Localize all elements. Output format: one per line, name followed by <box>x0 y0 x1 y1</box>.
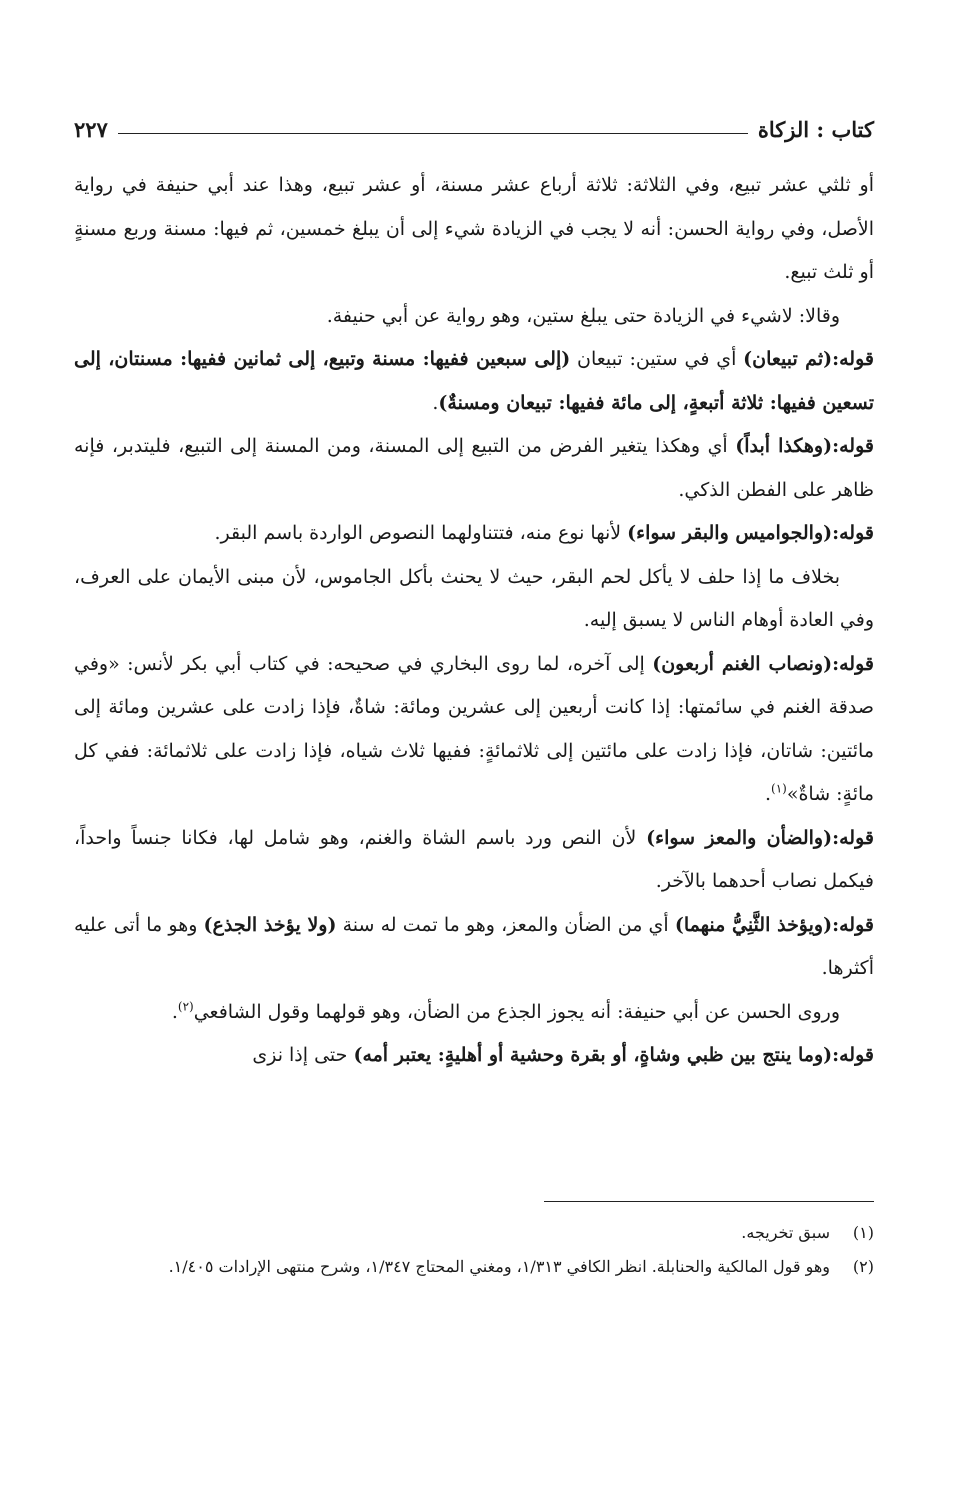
commentary-text: . <box>764 783 771 805</box>
paragraph-4 <box>74 425 874 512</box>
qawl-label: قوله: <box>832 348 874 370</box>
matn-quote: (والجواميس والبقر سواء) <box>627 522 833 544</box>
matn-quote: (وما ينتج بين ظبي وشاةٍ، أو بقرة وحشية أو أهليةٍ: يعتبر أمه) <box>353 1044 833 1066</box>
commentary-text: أي وهكذا يتغير الفرض من التبيع إلى المسنة، ومن المسنة إلى التبيع، فليتدبر، فإنه ظاهر على الفطن الذكي. <box>74 435 874 501</box>
matn-quote: (ويؤخذ الثَّنِيُّ منهما) <box>674 913 833 936</box>
footnote-2 <box>74 1250 874 1284</box>
page-number: ٢٢٧ <box>74 117 108 142</box>
matn-quote: (ولا يؤخذ الجذع) <box>203 913 337 936</box>
commentary-text: أي من الضأن والمعز، وهو ما تمت له سنة <box>336 913 675 936</box>
paragraph-9 <box>74 904 874 991</box>
book-page <box>74 108 874 1276</box>
paragraph-6 <box>74 556 874 643</box>
commentary-text: . <box>432 391 439 414</box>
paragraph-11 <box>74 1034 874 1078</box>
paragraph-2 <box>74 295 874 339</box>
qawl-label: قوله: <box>832 435 874 457</box>
commentary-text: لأنها نوع منه، فتتناولهما النصوص الواردة باسم البقر. <box>214 522 628 544</box>
footnote-number: (١) <box>852 1223 874 1242</box>
paragraph-3 <box>74 338 874 425</box>
footnotes <box>74 1216 874 1284</box>
footnote-ref[interactable]: (١) <box>771 781 787 796</box>
qawl-label: قوله: <box>832 652 874 675</box>
paragraph-text: أو ثلثي عشر تبيع، وفي الثلاثة: ثلاثة أرباع عشر مسنة، أو عشر تبيع، وهذا عند أبي حنيفة في رواية الأصل، وفي رواية الحسن: أنه لا يجب في الزيادة شيء إلى أن يبلغ خمسين، ثم فيها: مسنة وربع مسنةٍ أو ثلث تبيع. <box>74 174 874 283</box>
paragraph-5 <box>74 512 874 556</box>
footnote-text: سبق تخريجه. <box>741 1223 830 1242</box>
commentary-text: أي في ستين: تبيعان <box>570 348 744 370</box>
footnote-separator <box>544 1201 874 1202</box>
paragraph-text: بخلاف ما إذا حلف لا يأكل لحم البقر، حيث لا يحنث بأكل الجاموس، لأن مبنى الأيمان على العرف، وفي العادة أوهام الناس لا يسبق إليه. <box>74 565 874 631</box>
paragraph-text: . <box>171 1000 178 1023</box>
main-text <box>74 164 874 1078</box>
commentary-text: لأن النص ورد باسم الشاة والغنم، وهو شامل لها، فكانا جنساً واحداً، فيكمل نصاب أحدهما بالآخر. <box>74 826 874 892</box>
paragraph-10 <box>74 991 874 1035</box>
qawl-label: قوله: <box>832 522 874 544</box>
commentary-text: إلى آخره، لما روى البخاري في صحيحه: في كتاب أبي بكر لأنس: «وفي صدقة الغنم في سائمتها: إذا كانت أربعين إلى عشرين ومائة: شاةٌ، فإذا زادت على عشرين ومائة إلى مائتين: شاتان، فإذا زادت على مائتين إلى ثلاثمائةٍ: ففيها ثلاث شياه، فإذا زادت على ثلاثمائة: ففي كل مائةٍ: شاةٌ» <box>74 652 874 805</box>
matn-quote: (ونصاب الغنم أربعون) <box>652 652 833 675</box>
header-rule <box>118 133 748 134</box>
paragraph-8 <box>74 817 874 904</box>
running-header <box>74 108 874 142</box>
footnote-number: (٢) <box>852 1257 874 1276</box>
qawl-label: قوله: <box>832 826 874 849</box>
footnote-ref[interactable]: (٢) <box>177 999 194 1014</box>
paragraph-text: وقالا: لاشيء في الزيادة حتى يبلغ ستين، وهو رواية عن أبي حنيفة. <box>326 304 840 327</box>
footnote-text: وهو قول المالكية والحنابلة. انظر الكافي ١/٣١٣، ومغني المحتاج ١/٣٤٧، وشرح منتهى الإرادات ١/٤٠٥. <box>168 1257 830 1276</box>
paragraph-7 <box>74 643 874 817</box>
matn-quote: (والضأن والمعز سواء) <box>646 826 833 849</box>
chapter-title: كتاب : الزكاة <box>757 117 874 142</box>
matn-quote: (وهكذا أبداً) <box>735 435 833 457</box>
qawl-label: قوله: <box>832 913 874 936</box>
footnote-1 <box>74 1216 874 1250</box>
commentary-text: وهو ما أتى عليه أكثرها. <box>74 913 874 979</box>
commentary-text: حتى إذا نزى <box>252 1044 354 1066</box>
matn-quote: (إلى سبعين ففيها: مسنة وتبيع، إلى ثمانين ففيها: مسنتان، إلى تسعين ففيها: ثلاثة أتبعةٍ، إلى مائة ففيها: تبيعان ومسنةٌ) <box>74 348 874 414</box>
qawl-label: قوله: <box>832 1044 874 1066</box>
paragraph-1 <box>74 164 874 295</box>
matn-quote: (ثم تبيعان) <box>743 348 833 370</box>
paragraph-text: وروى الحسن عن أبي حنيفة: أنه يجوز الجذع من الضأن، وهو قولهما وقول الشافعي <box>193 1000 840 1023</box>
